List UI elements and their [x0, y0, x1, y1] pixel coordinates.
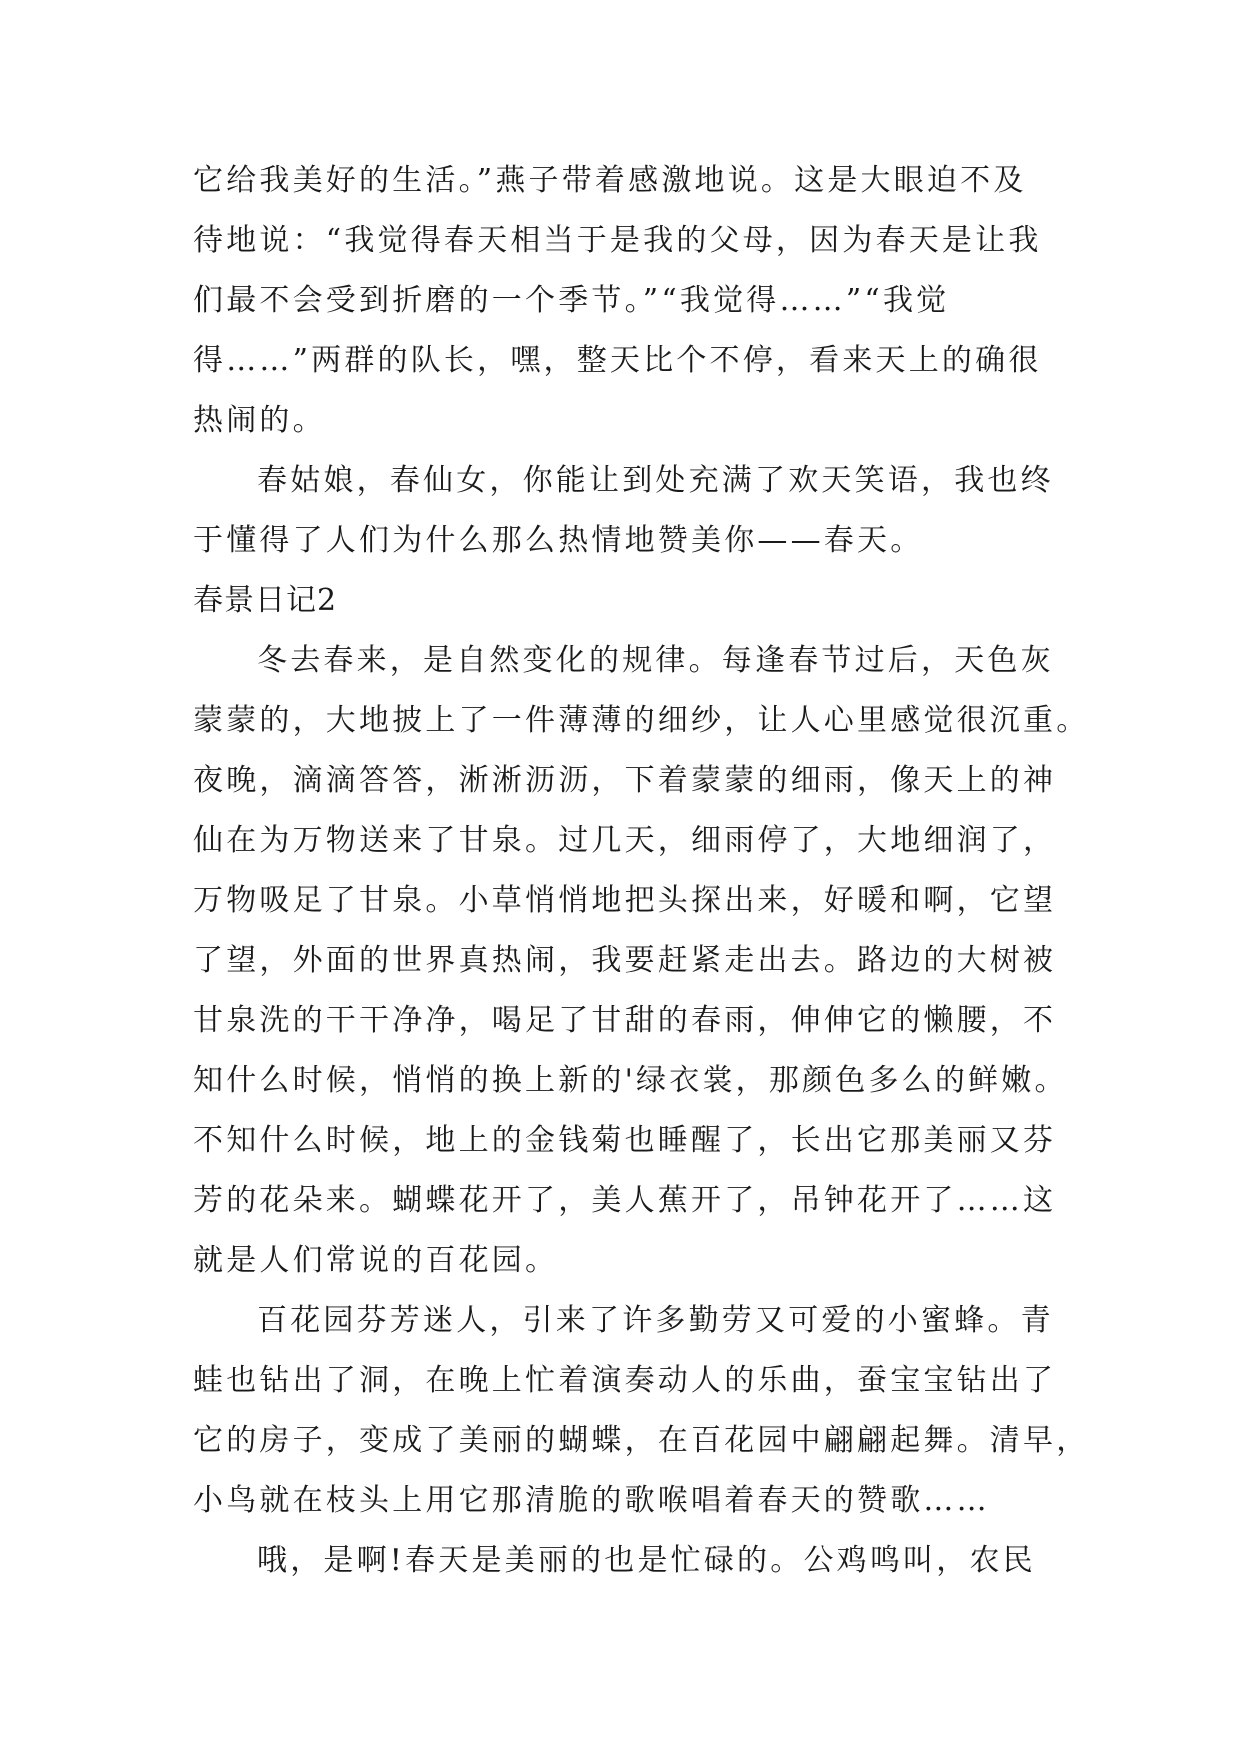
text-line: 小鸟就在枝头上用它那清脆的歌喉唱着春天的赞歌…… [193, 1483, 990, 1518]
text-line: 夜晚，滴滴答答，淅淅沥沥，下着蒙蒙的细雨，像天上的神 [193, 763, 1057, 798]
text-line: 于懂得了人们为什么那么热情地赞美你——春天。 [193, 523, 924, 558]
text-line: 它给我美好的生活。”燕子带着感激地说。这是大眼迫不及 [193, 163, 1027, 198]
text-line: 热闹的。 [193, 403, 326, 438]
paragraph-start-line: 哦，是啊!春天是美丽的也是忙碌的。公鸡鸣叫，农民 [257, 1543, 1036, 1578]
paragraph-start-line: 冬去春来，是自然变化的规律。每逢春节过后，天色灰 [257, 643, 1054, 678]
text-line: 甘泉洗的干干净净，喝足了甘甜的春雨，伸伸它的懒腰，不 [193, 1003, 1057, 1038]
text-line: 们最不会受到折磨的一个季节。”“我觉得……”“我觉 [193, 283, 950, 318]
text-line: 得……”两群的队长，嘿，整天比个不停，看来天上的确很 [193, 343, 1042, 378]
text-line: 万物吸足了甘泉。小草悄悄地把头探出来，好暖和啊，它望 [193, 883, 1057, 918]
text-line: 仙在为万物送来了甘泉。过几天，细雨停了，大地细润了， [193, 823, 1057, 858]
text-line: 不知什么时候，地上的金钱菊也睡醒了，长出它那美丽又芬 [193, 1123, 1057, 1158]
text-line: 蛙也钻出了洞，在晚上忙着演奏动人的乐曲，蚕宝宝钻出了 [193, 1363, 1057, 1398]
paragraph-start-line: 春姑娘，春仙女，你能让到处充满了欢天笑语，我也终 [257, 463, 1054, 498]
text-line: 蒙蒙的，大地披上了一件薄薄的细纱，让人心里感觉很沉重。 [193, 703, 1090, 738]
text-line: 了望，外面的世界真热闹，我要赶紧走出去。路边的大树被 [193, 943, 1057, 978]
text-line: 知什么时候，悄悄的换上新的'绿衣裳，那颜色多么的鲜嫩。 [193, 1063, 1068, 1098]
section-heading: 春景日记2 [193, 583, 338, 618]
text-line: 待地说：“我觉得春天相当于是我的父母，因为春天是让我 [193, 223, 1042, 258]
text-line: 它的房子，变成了美丽的蝴蝶，在百花园中翩翩起舞。清早， [193, 1423, 1090, 1458]
document-body [193, 151, 1090, 1591]
text-line: 就是人们常说的百花园。 [193, 1243, 559, 1278]
text-line: 芳的花朵来。蝴蝶花开了，美人蕉开了，吊钟花开了……这 [193, 1183, 1057, 1218]
paragraph-start-line: 百花园芬芳迷人，引来了许多勤劳又可爱的小蜜蜂。青 [257, 1303, 1054, 1338]
